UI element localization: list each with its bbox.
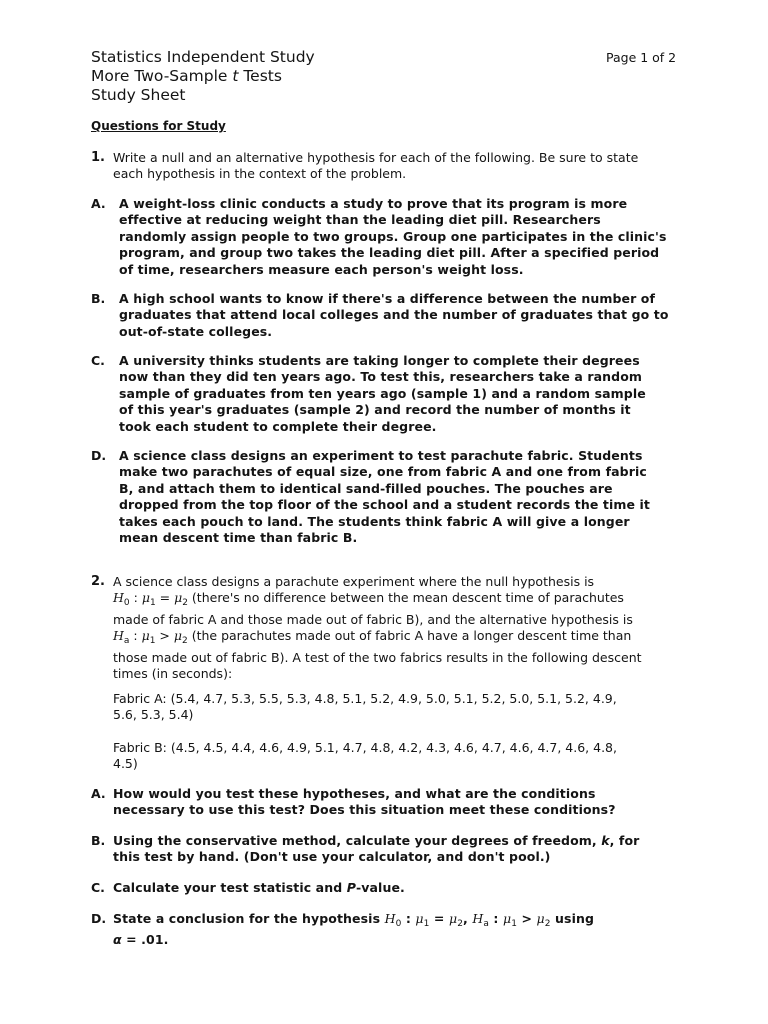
question-1-line: each hypothesis in the context of the problem. bbox=[113, 166, 407, 182]
q1-part-c-line: now than they did ten years ago. To test this, researchers take a random bbox=[119, 369, 643, 385]
p-variable: P bbox=[346, 880, 356, 895]
subscript-0: 0 bbox=[395, 919, 402, 929]
ha-symbol bbox=[113, 628, 130, 647]
question-2-number: 2. bbox=[91, 574, 105, 589]
subscript-1: 1 bbox=[149, 636, 156, 647]
fabric-b-line: 4.5) bbox=[113, 756, 138, 772]
subscript-a: a bbox=[483, 919, 489, 929]
fabric-a-line: 5.6, 5.3, 5.4) bbox=[113, 707, 194, 723]
q1-part-c-line: of this year's graduates (sample 2) and record the number of months it bbox=[119, 402, 631, 418]
q2-part-c-suffix: -value. bbox=[355, 880, 405, 895]
subscript-2: 2 bbox=[182, 598, 188, 609]
q1-part-d-line: B, and attach them to identical sand-filled pouches. The pouches are bbox=[119, 480, 613, 496]
fabric-b-data bbox=[113, 740, 617, 773]
q1-part-c-label: C. bbox=[91, 353, 105, 368]
q2-part-a-line: necessary to use this test? Does this situation meet these conditions? bbox=[113, 802, 616, 818]
q2-part-c-text bbox=[113, 880, 405, 896]
subscript-1: 1 bbox=[423, 919, 430, 929]
subscript-2: 2 bbox=[182, 636, 188, 647]
q1-part-c-line: A university thinks students are taking longer to complete their degrees bbox=[119, 353, 640, 368]
q2-part-b-suffix: , for bbox=[609, 833, 640, 848]
q1-part-a-line: randomly assign people to two groups. Group one participates in the clinic's bbox=[119, 228, 667, 244]
title-line-2 bbox=[91, 67, 315, 86]
q1-part-a-line: A weight-loss clinic conducts a study to prove that its program is more bbox=[119, 196, 628, 211]
mu-letter: μ bbox=[503, 911, 512, 926]
q1-part-d-line: A science class designs an experiment to test parachute fabric. Students bbox=[119, 448, 643, 463]
colon: : bbox=[129, 628, 142, 644]
question-1-number: 1. bbox=[91, 150, 105, 165]
page-indicator: Page 1 of 2 bbox=[606, 50, 677, 65]
mu-letter: μ bbox=[174, 590, 183, 606]
ha-description: (the parachutes made out of fabric A have a longer descent time than bbox=[187, 628, 632, 644]
mu-letter: μ bbox=[448, 911, 458, 926]
fabric-b-line: Fabric B: (4.5, 4.5, 4.4, 4.6, 4.9, 5.1, 4.7, 4.8, 4.2, 4.3, 4.6, 4.7, 4.6, 4.7, 4.6, 4.8, bbox=[113, 740, 617, 755]
q2-part-d-line bbox=[113, 932, 594, 948]
h-letter: H bbox=[472, 911, 484, 926]
q1-part-d-label: D. bbox=[91, 448, 107, 463]
colon: : bbox=[488, 911, 503, 926]
q1-part-c-line: took each student to complete their degree. bbox=[119, 418, 437, 434]
mu-letter: μ bbox=[536, 911, 545, 926]
q1-part-b-line: graduates that attend local colleges and the number of graduates that go to bbox=[119, 307, 669, 323]
q1-part-a-line: of time, researchers measure each person's weight loss. bbox=[119, 261, 524, 277]
question-2-line: those made out of fabric B). A test of the two fabrics results in the following descent bbox=[113, 649, 642, 665]
q1-part-d-text bbox=[119, 448, 650, 546]
q2-part-b-text bbox=[113, 833, 639, 866]
q1-part-b-text bbox=[119, 291, 669, 340]
alpha-symbol: α bbox=[113, 932, 122, 948]
q2-part-a-text bbox=[113, 786, 616, 819]
q2-part-d-label: D. bbox=[91, 911, 107, 926]
greater-than-sign: > bbox=[517, 911, 537, 926]
question-2-alt-hypothesis-line bbox=[113, 628, 642, 649]
mu2-symbol bbox=[448, 911, 464, 929]
q2-part-b-line bbox=[113, 833, 639, 849]
subscript-2: 2 bbox=[544, 919, 551, 929]
q1-part-a-line: effective at reducing weight than the leading diet pill. Researchers bbox=[119, 212, 601, 228]
k-variable: k bbox=[601, 833, 610, 848]
equals-sign: = bbox=[155, 590, 175, 606]
q1-part-c-line: sample of graduates from ten years ago (sample 1) and a random sample bbox=[119, 385, 646, 401]
q1-part-b-line: out-of-state colleges. bbox=[119, 323, 273, 339]
q1-part-d-line: takes each pouch to land. The students think fabric A will give a longer bbox=[119, 513, 630, 529]
ha-symbol bbox=[472, 911, 489, 929]
mu-letter: μ bbox=[173, 628, 182, 644]
question-2-line: A science class designs a parachute experiment where the null hypothesis is bbox=[113, 574, 595, 589]
subscript-2: 2 bbox=[457, 919, 464, 929]
mu1-symbol bbox=[415, 911, 430, 929]
q2-part-d-prefix: State a conclusion for the hypothesis bbox=[113, 911, 385, 926]
q2-part-b-label: B. bbox=[91, 833, 106, 848]
question-2-null-hypothesis-line bbox=[113, 590, 642, 611]
title-line-2-suffix: Tests bbox=[238, 67, 282, 85]
comma: , bbox=[463, 911, 473, 926]
h0-symbol bbox=[384, 911, 402, 929]
subscript-0: 0 bbox=[123, 598, 130, 609]
q1-part-d-line: dropped from the top floor of the school and a student records the time it bbox=[119, 497, 650, 513]
q1-part-a-line: program, and group two takes the leading diet pill. After a specified period bbox=[119, 245, 660, 261]
q2-part-d-using: using bbox=[550, 911, 595, 926]
mu2-symbol bbox=[536, 911, 551, 929]
q2-part-a-label: A. bbox=[91, 786, 106, 801]
mu1-symbol bbox=[503, 911, 518, 929]
q2-part-d-text bbox=[113, 911, 594, 949]
mu-letter: μ bbox=[141, 628, 150, 644]
greater-than-sign: > bbox=[155, 628, 174, 644]
h-letter: H bbox=[113, 628, 124, 644]
section-heading: Questions for Study bbox=[91, 119, 226, 133]
subscript-1: 1 bbox=[511, 919, 518, 929]
q2-part-c-prefix: Calculate your test statistic and bbox=[113, 880, 347, 895]
h0-description: (there's no difference between the mean descent time of parachutes bbox=[187, 590, 624, 606]
question-2-line: times (in seconds): bbox=[113, 666, 233, 682]
question-2-text bbox=[113, 574, 642, 682]
h-letter: H bbox=[113, 590, 124, 606]
colon: : bbox=[129, 590, 142, 606]
question-2-line: made of fabric A and those made out of fabric B), and the alternative hypothesis is bbox=[113, 611, 633, 627]
q2-part-d-line bbox=[113, 911, 594, 932]
mu2-symbol bbox=[174, 590, 188, 609]
mu-letter: μ bbox=[415, 911, 424, 926]
fabric-a-line: Fabric A: (5.4, 4.7, 5.3, 5.5, 5.3, 4.8, 5.1, 5.2, 4.9, 5.0, 5.1, 5.2, 5.0, 5.1, 5.2, 4.9, bbox=[113, 691, 617, 706]
h-letter: H bbox=[384, 911, 396, 926]
alpha-value: = .01. bbox=[121, 932, 169, 948]
mu-letter: μ bbox=[141, 590, 150, 606]
fabric-a-data bbox=[113, 691, 617, 724]
title-t-variable: t bbox=[232, 67, 239, 85]
subscript-1: 1 bbox=[149, 598, 156, 609]
document-title bbox=[91, 48, 315, 105]
mu2-symbol bbox=[173, 628, 188, 647]
title-line-3: Study Sheet bbox=[91, 86, 186, 104]
subscript-a: a bbox=[123, 636, 130, 647]
q1-part-b-line: A high school wants to know if there's a difference between the number of bbox=[119, 291, 656, 306]
equals-sign: = bbox=[429, 911, 449, 926]
question-1-text bbox=[113, 150, 638, 183]
title-line-1: Statistics Independent Study bbox=[91, 48, 315, 66]
q2-part-a-line: How would you test these hypotheses, and what are the conditions bbox=[113, 786, 596, 801]
question-1-line: Write a null and an alternative hypothesis for each of the following. Be sure to state bbox=[113, 150, 639, 165]
q1-part-a-label: A. bbox=[91, 196, 106, 211]
h0-symbol bbox=[113, 590, 130, 609]
q1-part-a-text bbox=[119, 196, 667, 278]
mu1-symbol bbox=[141, 628, 156, 647]
q1-part-d-line: mean descent time than fabric B. bbox=[119, 530, 358, 546]
q1-part-b-label: B. bbox=[91, 291, 106, 306]
q2-part-b-line: this test by hand. (Don't use your calculator, and don't pool.) bbox=[113, 849, 551, 865]
title-line-2-prefix: More Two-Sample bbox=[91, 67, 233, 85]
q1-part-d-line: make two parachutes of equal size, one from fabric A and one from fabric bbox=[119, 464, 647, 480]
q1-part-c-text bbox=[119, 353, 646, 435]
mu1-symbol bbox=[141, 590, 156, 609]
colon: : bbox=[401, 911, 416, 926]
q2-part-c-label: C. bbox=[91, 880, 105, 895]
q2-part-b-prefix: Using the conservative method, calculate your degrees of freedom, bbox=[113, 833, 602, 848]
